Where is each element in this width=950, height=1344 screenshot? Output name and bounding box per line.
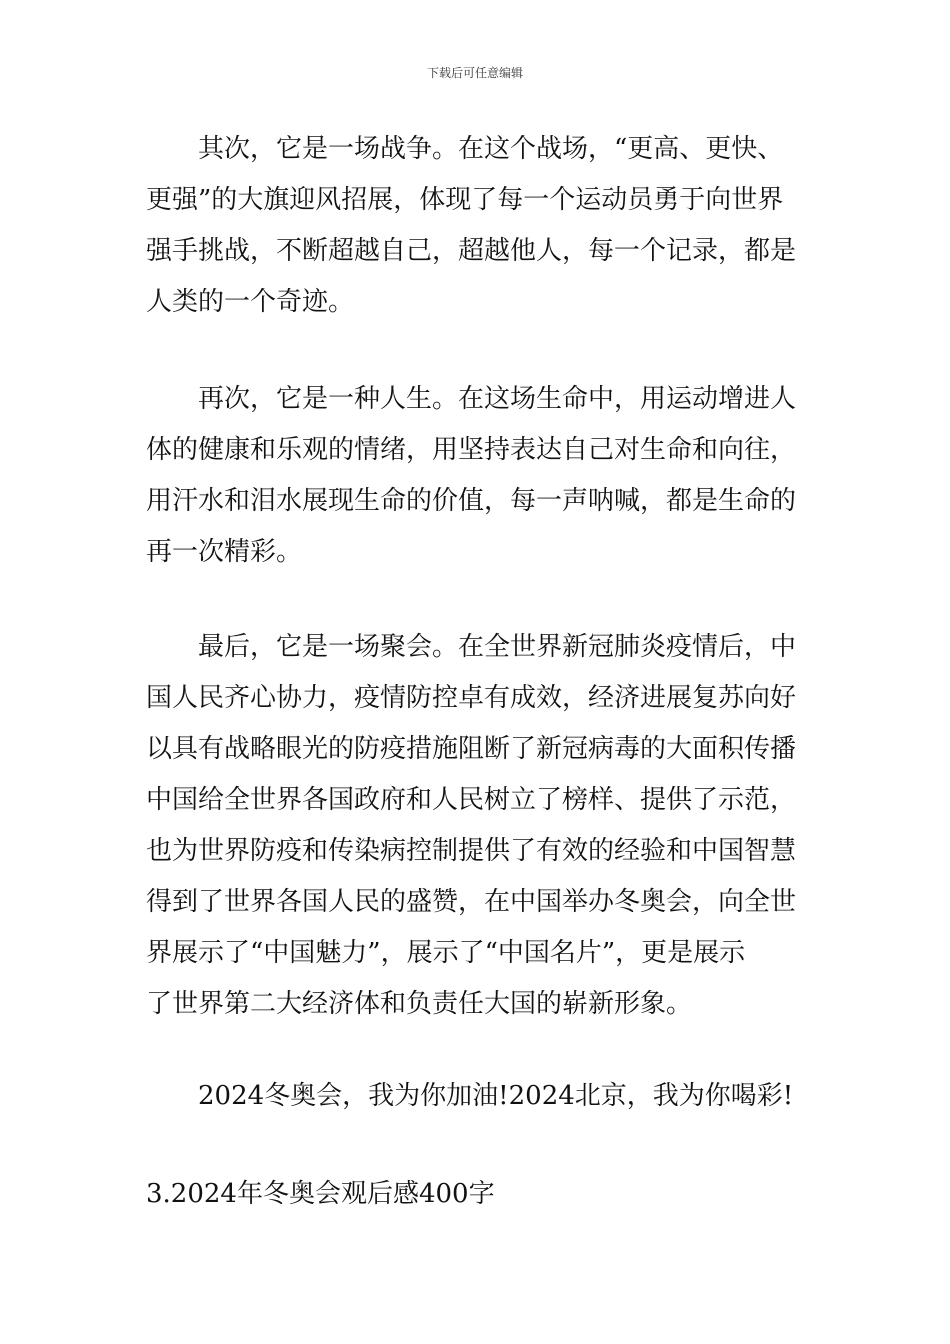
section-heading: 3.2024年冬奥会观后感400字 <box>146 1179 495 1209</box>
paragraph-line: 其次，它是一场战争。在这个战场，“更高、更快、 <box>198 134 784 164</box>
paragraph-line: 也为世界防疫和传染病控制提供了有效的经验和中国智慧 <box>146 836 797 866</box>
paragraph-line: 再次，它是一种人生。在这场生命中，用运动增进人 <box>198 384 797 414</box>
paragraph-life <box>146 374 811 578</box>
paragraph-line: 人类的一个奇迹。 <box>146 287 355 317</box>
paragraph-line: 国人民齐心协力，疫情防控卓有成效，经济进展复苏向好 <box>146 683 797 713</box>
paragraph-line: 界展示了“中国魅力”，展示了“中国名片”，更是展示 <box>146 938 746 968</box>
paragraph-line: 强手挑战，不断超越自己，超越他人，每一个记录，都是 <box>146 236 797 266</box>
paragraph-line: 以具有战略眼光的防疫措施阻断了新冠病毒的大面积传播 <box>146 734 797 764</box>
paragraph-war <box>146 124 811 328</box>
paragraph-line: 最后，它是一场聚会。在全世界新冠肺炎疫情后，中 <box>198 632 797 662</box>
paragraph-line: 中国给全世界各国政府和人民树立了榜样、提供了示范， <box>146 785 797 815</box>
paragraph-line: 用汗水和泪水展现生命的价值，每一声呐喊，都是生命的 <box>146 486 797 516</box>
page-header: 下载后可任意编辑 <box>426 66 523 80</box>
paragraph-gathering <box>146 622 811 1030</box>
paragraph-line: 再一次精彩。 <box>146 537 303 567</box>
paragraph-line: 得到了世界各国人民的盛赞，在中国举办冬奥会，向全世 <box>146 887 797 917</box>
paragraph-line: 体的健康和乐观的情绪，用坚持表达自己对生命和向往， <box>146 435 797 465</box>
paragraph-line: 了世界第二大经济体和负责任大国的崭新形象。 <box>146 989 693 1019</box>
paragraph-line: 更强”的大旗迎风招展，体现了每一个运动员勇于向世界 <box>146 185 784 215</box>
closing-line: 2024冬奥会，我为你加油!2024北京，我为你喝彩! <box>198 1081 794 1111</box>
